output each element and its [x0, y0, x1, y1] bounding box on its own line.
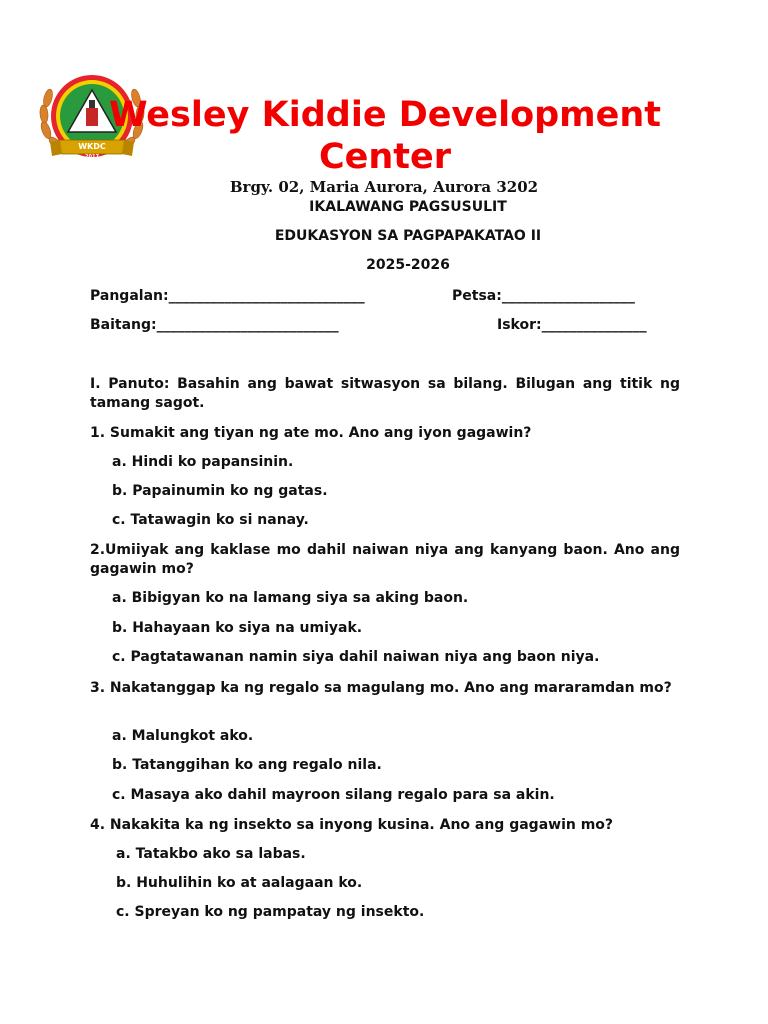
school-address: Brgy. 02, Maria Aurora, Aurora 3202	[229, 178, 539, 196]
subject-title: EDUKASYON SA PAGPAPAKATAO II	[274, 228, 542, 244]
question-4-option-b[interactable]: b. Huhulihin ko at aalagaan ko.	[116, 875, 363, 891]
question-4-option-c[interactable]: c. Spreyan ko ng pampatay ng insekto.	[116, 904, 425, 920]
question-3-option-c[interactable]: c. Masaya ako dahil mayroon silang regalo para sa akin.	[112, 787, 555, 803]
name-field[interactable]: Pangalan:____________________________	[90, 288, 365, 304]
question-3: 3. Nakatanggap ka ng regalo sa magulang mo. Ano ang mararamdan mo?	[90, 680, 672, 696]
question-2-option-a[interactable]: a. Bibigyan ko na lamang siya sa aking baon.	[112, 590, 469, 606]
school-year: 2025-2026	[366, 257, 450, 273]
date-field[interactable]: Petsa:___________________	[452, 288, 635, 304]
question-2-option-c[interactable]: c. Pagtatawanan namin siya dahil naiwan niya ang baon niya.	[112, 649, 600, 665]
question-1-option-a[interactable]: a. Hindi ko papansinin.	[112, 454, 294, 470]
question-3-option-b[interactable]: b. Tatanggihan ko ang regalo nila.	[112, 757, 382, 773]
question-1: 1. Sumakit ang tiyan ng ate mo. Ano ang iyon gagawin?	[90, 425, 532, 441]
question-1-option-c[interactable]: c. Tatawagin ko si nanay.	[112, 512, 309, 528]
question-2: 2.Umiiyak ang kaklase mo dahil naiwan niya ang kanyang baon. Ano ang gagawin mo?	[90, 542, 680, 577]
question-4-option-a[interactable]: a. Tatakbo ako sa labas.	[116, 846, 306, 862]
score-field[interactable]: Iskor:_______________	[497, 317, 647, 333]
question-3-option-a[interactable]: a. Malungkot ako.	[112, 728, 254, 744]
question-1-option-b[interactable]: b. Papainumin ko ng gatas.	[112, 483, 328, 499]
school-name-line2: Center	[318, 137, 452, 177]
logo-initials: WKDC	[78, 142, 106, 151]
logo-year: 2017	[85, 154, 99, 160]
exam-title: IKALAWANG PAGSUSULIT	[309, 199, 507, 215]
question-4: 4. Nakakita ka ng insekto sa inyong kusina. Ano ang gagawin mo?	[90, 817, 614, 833]
grade-field[interactable]: Baitang:__________________________	[90, 317, 339, 333]
school-name-line1: Wesley Kiddie Development	[108, 95, 662, 135]
instructions: I. Panuto: Basahin ang bawat sitwasyon sa bilang. Bilugan ang titik ng tamang sagot.	[90, 376, 680, 411]
school-name	[100, 94, 670, 178]
question-2-option-b[interactable]: b. Hahayaan ko siya na umiyak.	[112, 620, 363, 636]
